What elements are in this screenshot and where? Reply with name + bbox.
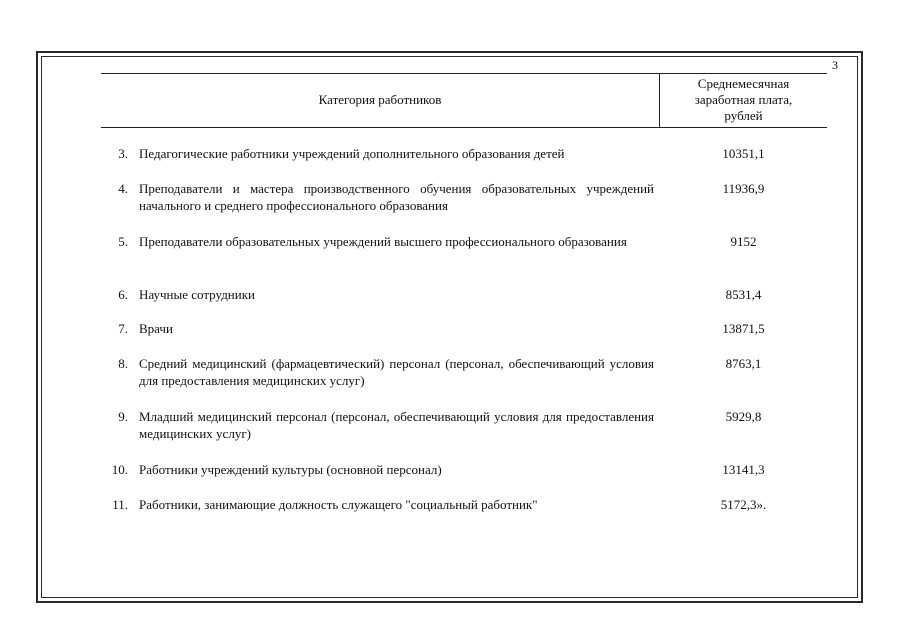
row-category: Научные сотрудники [139,287,255,302]
row-category: Средний медицинский (фармацевтический) персонал (персонал, обеспечивающий условия для предоставления медицинских услуг) [139,356,654,388]
row-number: 10. [111,462,128,477]
table-header-rule [101,127,827,128]
row-salary: 13141,3 [722,462,765,477]
row-number: 4. [118,181,128,196]
header-salary: Среднемесячная заработная плата, рублей [694,76,793,123]
row-category: Врачи [139,321,173,336]
row-salary: 13871,5 [722,321,765,336]
row-salary: 8531,4 [725,287,762,302]
row-salary: 9152 [730,234,757,249]
row-number: 7. [118,321,128,336]
row-salary: 8763,1 [725,356,762,371]
table-top-rule [101,73,827,74]
row-number: 8. [118,356,128,371]
row-salary: 11936,9 [722,181,765,196]
row-salary: 5929,8 [725,409,762,424]
row-category: Преподаватели и мастера производственного обучения образовательных учреждений начального и среднего профессионального образования [139,181,654,213]
row-number: 9. [118,409,128,424]
row-number: 6. [118,287,128,302]
row-category: Преподаватели образовательных учреждений высшего профессионального образования [139,234,627,249]
page-number: 3 [832,58,838,72]
row-number: 5. [118,234,128,249]
row-category: Работники учреждений культуры (основной персонал) [139,462,442,477]
row-number: 11. [112,497,128,512]
row-salary: 5172,3». [720,497,767,512]
row-number: 3. [118,146,128,161]
row-salary: 10351,1 [722,146,765,161]
row-category: Младший медицинский персонал (персонал, обеспечивающий условия для предоставления медицинских услуг) [139,409,654,441]
row-category: Работники, занимающие должность служащего "социальный работник" [139,497,538,512]
row-category: Педагогические работники учреждений дополнительного образования детей [139,146,565,161]
header-category: Категория работников [318,92,442,107]
